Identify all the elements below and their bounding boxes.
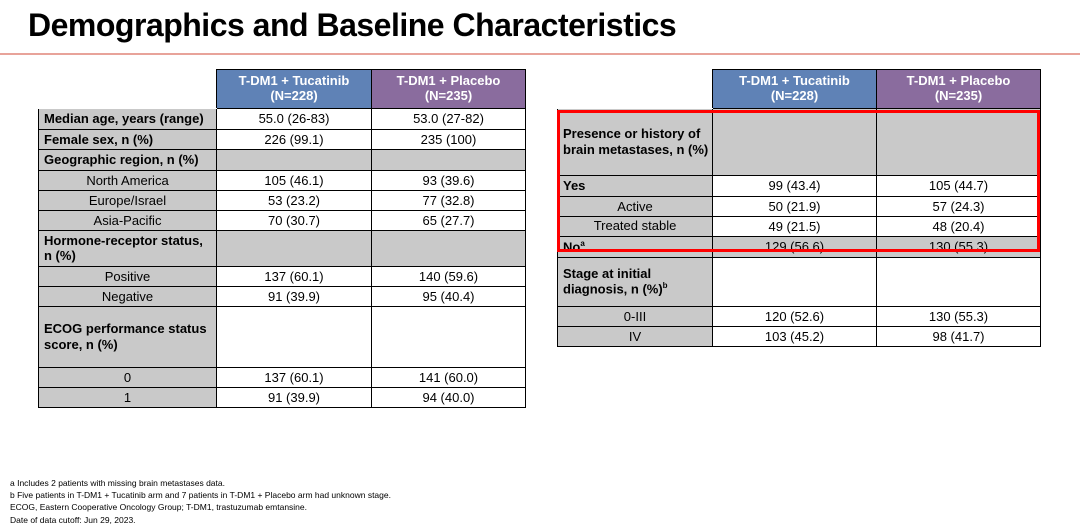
row-label: Asia-Pacific (39, 210, 217, 230)
row-value-tucatinib: 103 (45.2) (713, 326, 877, 346)
header-arm-name: T-DM1 + Placebo (906, 73, 1011, 89)
row-value-placebo: 140 (59.6) (372, 267, 526, 287)
left-table-wrapper (38, 69, 525, 408)
row-label: Median age, years (range) (39, 109, 217, 130)
row-value-tucatinib: 91 (39.9) (217, 287, 372, 307)
header-arm-n: (N=228) (770, 88, 819, 104)
table-row (39, 210, 526, 230)
row-value-placebo (877, 257, 1041, 306)
row-value-tucatinib: 49 (21.5) (713, 216, 877, 236)
table-row (558, 196, 1041, 216)
row-label-text: Stage at initial diagnosis, n (%) (563, 265, 663, 297)
table-row (39, 307, 526, 368)
row-value-placebo: 65 (27.7) (372, 210, 526, 230)
row-value-placebo: 130 (55.3) (877, 306, 1041, 326)
row-value-tucatinib (217, 307, 372, 368)
row-value-placebo: 57 (24.3) (877, 196, 1041, 216)
footnote-b: b Five patients in T-DM1 + Tucatinib arm and 7 patients in T-DM1 + Placebo arm had unknown stage. (10, 490, 391, 501)
row-label: Female sex, n (%) (39, 129, 217, 150)
row-value-tucatinib: 129 (56.6) (713, 236, 877, 257)
table-row (39, 230, 526, 266)
row-value-tucatinib (713, 109, 877, 176)
table-row (39, 109, 526, 130)
row-value-placebo: 48 (20.4) (877, 216, 1041, 236)
abbreviations: ECOG, Eastern Cooperative Oncology Group; T-DM1, trastuzumab emtansine. (10, 502, 308, 513)
table-row (39, 267, 526, 287)
header-arm-name: T-DM1 + Placebo (396, 73, 501, 89)
row-label: Geographic region, n (%) (39, 150, 217, 171)
row-value-tucatinib: 226 (99.1) (217, 129, 372, 150)
row-value-tucatinib (713, 257, 877, 306)
header-arm-name: T-DM1 + Tucatinib (238, 73, 350, 89)
footnote-a: a Includes 2 patients with missing brain metastases data. (10, 477, 225, 488)
row-value-placebo: 141 (60.0) (372, 368, 526, 388)
row-label: 0-III (558, 306, 713, 326)
row-value-tucatinib: 120 (52.6) (713, 306, 877, 326)
row-label-text: No (563, 238, 581, 254)
table-row (558, 257, 1041, 306)
header-cell-tucatinib (713, 70, 877, 109)
row-value-placebo (372, 307, 526, 368)
row-value-placebo (372, 150, 526, 171)
row-value-placebo: 77 (32.8) (372, 190, 526, 210)
data-cutoff: Date of data cutoff: Jun 29, 2023. (10, 514, 136, 525)
row-value-tucatinib: 55.0 (26-83) (217, 109, 372, 130)
row-label: ECOG performance status score, n (%) (39, 307, 217, 368)
header-arm-n: (N=235) (934, 88, 983, 104)
row-value-tucatinib: 53 (23.2) (217, 190, 372, 210)
row-label: Yes (558, 176, 713, 197)
demographics-table-left (38, 69, 526, 408)
row-label: Positive (39, 267, 217, 287)
row-value-placebo: 105 (44.7) (877, 176, 1041, 197)
row-label: Negative (39, 287, 217, 307)
header-arm-n: (N=228) (270, 88, 318, 104)
table-row (39, 150, 526, 171)
table-row (39, 190, 526, 210)
row-value-placebo: 93 (39.6) (372, 170, 526, 190)
row-value-tucatinib: 99 (43.4) (713, 176, 877, 197)
header-cell-blank (558, 70, 713, 109)
row-label: Europe/Israel (39, 190, 217, 210)
row-label: 0 (39, 368, 217, 388)
row-label (558, 236, 713, 257)
row-value-tucatinib: 105 (46.1) (217, 170, 372, 190)
header-cell-placebo (372, 70, 526, 109)
row-label: North America (39, 170, 217, 190)
right-table-wrapper (557, 69, 1040, 346)
row-value-tucatinib: 50 (21.9) (713, 196, 877, 216)
table-row (558, 176, 1041, 197)
table-row (39, 170, 526, 190)
row-value-tucatinib (217, 230, 372, 266)
row-label: Presence or history of brain metastases, n (%) (558, 109, 713, 176)
header-cell-blank (39, 70, 217, 109)
row-label: Active (558, 196, 713, 216)
table-header-row (558, 70, 1041, 109)
row-value-placebo: 98 (41.7) (877, 326, 1041, 346)
table-row (558, 216, 1041, 236)
table-row (558, 236, 1041, 257)
header-cell-placebo (877, 70, 1041, 109)
row-value-placebo: 53.0 (27-82) (372, 109, 526, 130)
table-row (39, 388, 526, 408)
row-value-placebo (877, 109, 1041, 176)
row-label (558, 257, 713, 306)
table-row (558, 326, 1041, 346)
header-cell-tucatinib (217, 70, 372, 109)
row-value-placebo: 130 (55.3) (877, 236, 1041, 257)
page-title: Demographics and Baseline Characteristics (28, 7, 677, 43)
row-value-placebo: 94 (40.0) (372, 388, 526, 408)
row-value-tucatinib: 91 (39.9) (217, 388, 372, 408)
table-row (558, 109, 1041, 176)
table-row (39, 368, 526, 388)
row-value-tucatinib: 137 (60.1) (217, 368, 372, 388)
header-arm-n: (N=235) (424, 88, 473, 104)
row-value-placebo (372, 230, 526, 266)
table-header-row (39, 70, 526, 109)
footnotes (10, 477, 391, 526)
tables-container (0, 55, 1080, 408)
row-label: IV (558, 326, 713, 346)
header-arm-name: T-DM1 + Tucatinib (739, 73, 850, 89)
table-row (39, 287, 526, 307)
footnote-marker: b (662, 281, 668, 291)
row-label: Treated stable (558, 216, 713, 236)
row-value-tucatinib: 70 (30.7) (217, 210, 372, 230)
demographics-table-right (557, 69, 1041, 346)
row-label: 1 (39, 388, 217, 408)
row-value-placebo: 235 (100) (372, 129, 526, 150)
table-row (39, 129, 526, 150)
footnote-marker: a (580, 238, 585, 248)
row-value-tucatinib: 137 (60.1) (217, 267, 372, 287)
row-label: Hormone-receptor status, n (%) (39, 230, 217, 266)
row-value-placebo: 95 (40.4) (372, 287, 526, 307)
table-row (558, 306, 1041, 326)
row-value-tucatinib (217, 150, 372, 171)
